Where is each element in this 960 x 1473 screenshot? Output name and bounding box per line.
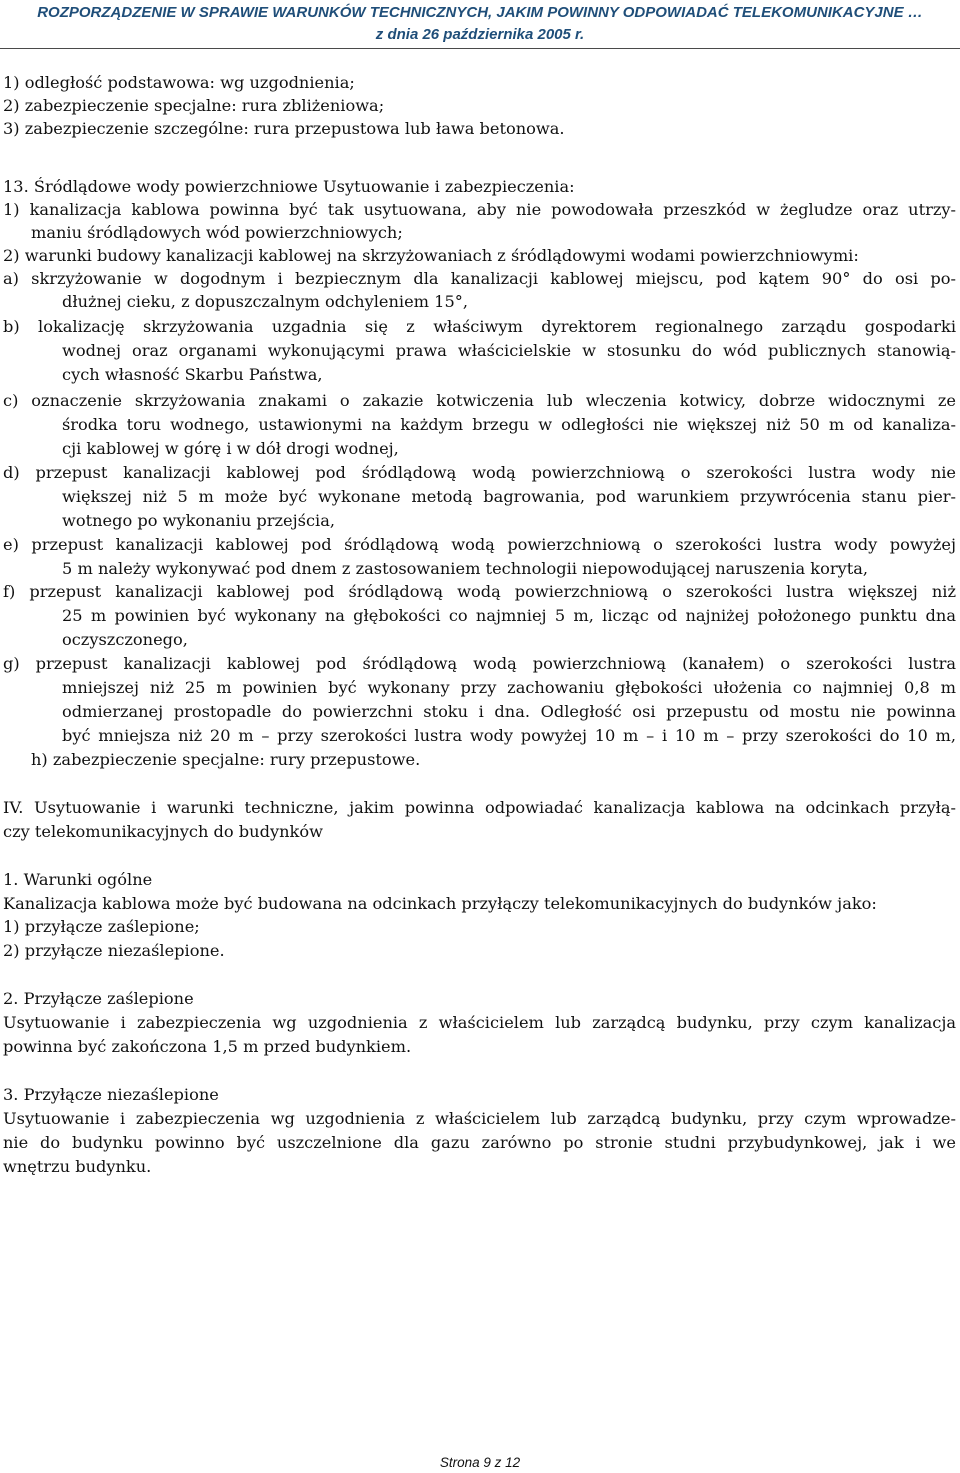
- subsection-3-title: 3. Przyłącze niezaślepione: [3, 1085, 219, 1104]
- item-e-line: e) przepust kanalizacji kablowej pod śródlądową wodą powierzchniową o szerokości lustra wody powyżej: [3, 535, 956, 554]
- list-item: 1) odległość podstawowa: wg uzgodnienia;: [3, 73, 355, 92]
- page-number: Strona 9 z 12: [439, 1455, 521, 1470]
- item-g-line: mniejszej niż 25 m powinien być wykonany przy zachowaniu głębokości ułożenia co najmniej 0,8 m: [62, 678, 956, 697]
- subsection-1-title: 1. Warunki ogólne: [3, 870, 153, 889]
- item-d-line: d) przepust kanalizacji kablowej pod śródlądową wodą powierzchniową o szerokości lustra wody nie: [3, 463, 956, 482]
- item-d-line: wotnego po wykonaniu przejścia,: [62, 511, 335, 530]
- item-h: h) zabezpieczenie specjalne: rury przepustowe.: [31, 750, 421, 769]
- subsection-2-text-line: Usytuowanie i zabezpieczenia wg uzgodnienia z właścicielem lub zarządcą budynku, przy czym kanalizacja: [3, 1013, 956, 1032]
- subsection-3-text-line: nie do budynku powinno być uszczelnione dla gazu zarówno po stronie studni przybudynkowej, jak i we: [3, 1133, 956, 1152]
- item-f-line: oczyszczonego,: [62, 630, 188, 649]
- subsection-2-text-line: powinna być zakończona 1,5 m przed budynkiem.: [3, 1037, 412, 1056]
- item-g-line: odmierzanej prostopadle do powierzchni stoku i dna. Odległość osi przepustu od mostu nie powinna: [62, 702, 956, 721]
- item-e-line: 5 m należy wykonywać pod dnem z zastosowaniem technologii niepowodującej naruszenia koryta,: [62, 559, 869, 578]
- document-header-date: z dnia 26 października 2005 r.: [375, 26, 585, 43]
- item-c-line: c) oznaczenie skrzyżowania znakami o zakazie kotwiczenia lub wleczenia kotwicy, dobrze widocznymi ze: [3, 391, 956, 410]
- item-c-line: cji kablowej w górę i w dół drogi wodnej,: [62, 439, 399, 458]
- section-13-item-1-line: 1) kanalizacja kablowa powinna być tak usytuowana, aby nie powodowała przeszkód w żegludze oraz utrzy-: [3, 200, 956, 219]
- item-g-line: być mniejsza niż 20 m – przy szerokości lustra wody powyżej 10 m – i 10 m – przy szerokości do 10 m,: [62, 726, 956, 745]
- item-d-line: większej niż 5 m może być wykonane metodą bagrowania, pod warunkiem przywrócenia stanu pier-: [62, 487, 956, 506]
- subsection-1-text: Kanalizacja kablowa może być budowana na odcinkach przyłączy telekomunikacyjnych do budynków jako:: [3, 894, 877, 913]
- item-a-line: dłużnej cieku, z dopuszczalnym odchyleniem 15°,: [62, 292, 468, 311]
- item-f-line: f) przepust kanalizacji kablowej pod śródlądową wodą powierzchniową o szerokości lustra większej niż: [3, 582, 956, 601]
- item-f-line: 25 m powinien być wykonany na głębokości co najmniej 5 m, licząc od najniżej położonego punktu dna: [62, 606, 956, 625]
- section-13-item-1-line: maniu śródlądowych wód powierzchniowych;: [31, 223, 403, 242]
- section-iv-heading-line: czy telekomunikacyjnych do budynków: [3, 822, 323, 841]
- subsection-2-title: 2. Przyłącze zaślepione: [3, 989, 194, 1008]
- item-c-line: środka toru wodnego, ustawionymi na każdym brzegu w odległości nie większej niż 50 m od kanaliza-: [62, 415, 956, 434]
- list-item: 3) zabezpieczenie szczególne: rura przepustowa lub ława betonowa.: [3, 119, 565, 138]
- section-iv-heading-line: IV. Usytuowanie i warunki techniczne, jakim powinna odpowiadać kanalizacja kablowa na odcinkach przyłą-: [3, 798, 956, 817]
- list-item: 1) przyłącze zaślepione;: [3, 917, 200, 936]
- document-header-title: ROZPORZĄDZENIE W SPRAWIE WARUNKÓW TECHNICZNYCH, JAKIM POWINNY ODPOWIADAĆ TELEKOMUNIKACYJNE …: [37, 4, 923, 21]
- section-13-heading: 13. Śródlądowe wody powierzchniowe Usytuowanie i zabezpieczenia:: [3, 177, 575, 196]
- list-item: 2) przyłącze niezaślepione.: [3, 941, 225, 960]
- item-a-line: a) skrzyżowanie w dogodnym i bezpiecznym dla kanalizacji kablowej miejscu, pod kątem 90° do osi po-: [3, 269, 956, 288]
- item-b-line: b) lokalizację skrzyżowania uzgadnia się z właściwym dyrektorem regionalnego zarządu gospodarki: [3, 317, 956, 336]
- section-13-item-2: 2) warunki budowy kanalizacji kablowej na skrzyżowaniach z śródlądowymi wodami powierzchniowymi:: [3, 246, 859, 265]
- item-b-line: cych własność Skarbu Państwa,: [62, 365, 323, 384]
- item-b-line: wodnej oraz organami wykonującymi prawa właścicielskie w stosunku do wód publicznych stanowią-: [62, 341, 956, 360]
- subsection-3-text-line: Usytuowanie i zabezpieczenia wg uzgodnienia z właścicielem lub zarządcą budynku, przy czym wprowadze-: [3, 1109, 956, 1128]
- item-g-line: g) przepust kanalizacji kablowej pod śródlądową wodą powierzchniową (kanałem) o szerokości lustra: [3, 654, 956, 673]
- intro-list: [3, 71, 956, 140]
- header-divider: [0, 48, 960, 49]
- list-item: 2) zabezpieczenie specjalne: rura zbliżeniowa;: [3, 96, 385, 115]
- subsection-3-text-line: wnętrzu budynku.: [3, 1157, 152, 1176]
